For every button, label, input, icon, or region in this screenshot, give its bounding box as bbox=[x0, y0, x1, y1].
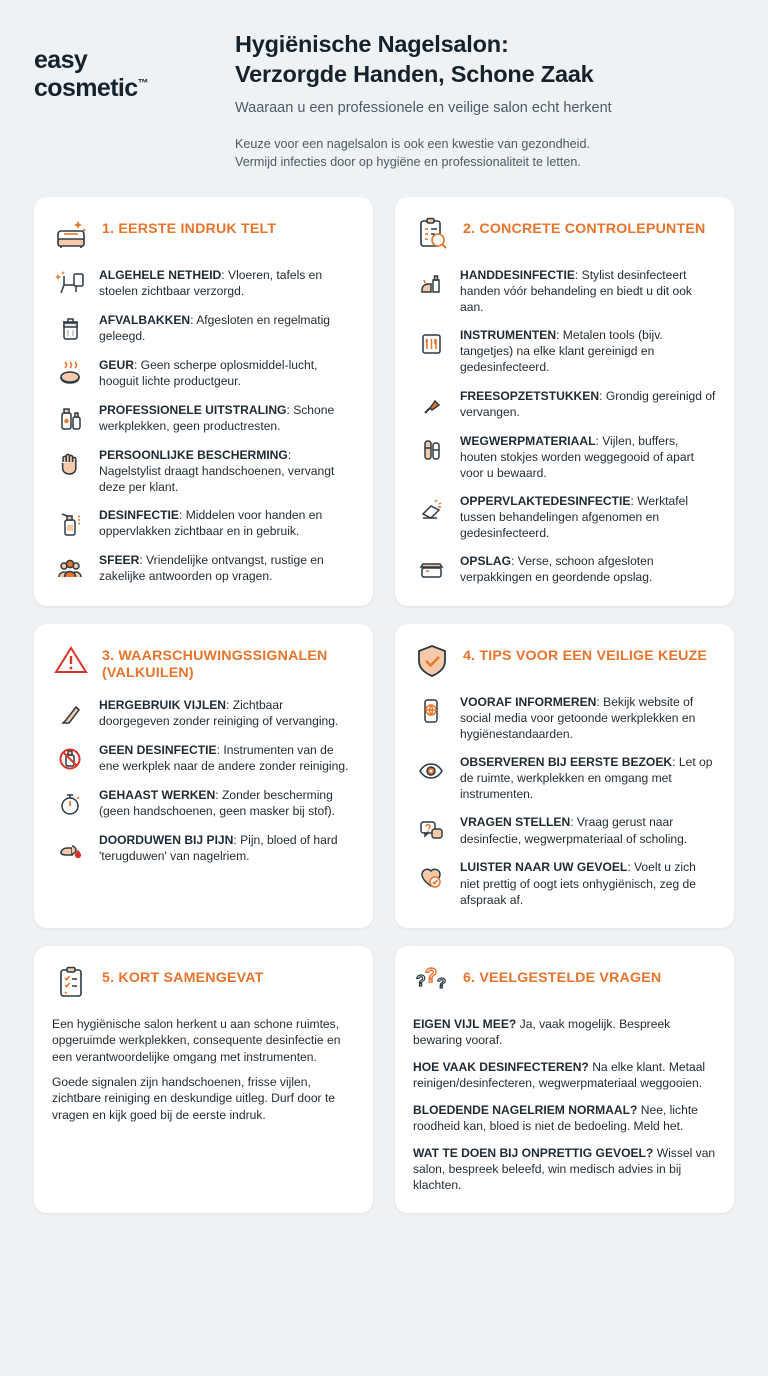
list-item-text bbox=[460, 754, 716, 802]
faq-question: HOE VAAK DESINFECTEREN? bbox=[413, 1059, 589, 1074]
pain-blood-drop-icon bbox=[52, 832, 88, 865]
list-item-body: : Metalen tools (bijv. tangetjes) na elke klant gereinigd en gedesinfecteerd. bbox=[460, 328, 663, 375]
no-disinfection-icon bbox=[52, 742, 88, 775]
list-item-lead: HANDDESINFECTIE bbox=[460, 268, 575, 283]
list-item bbox=[413, 694, 716, 742]
list-item-lead: OPSLAG bbox=[460, 553, 512, 568]
header-text-block bbox=[229, 30, 734, 171]
card-controlepunten bbox=[395, 197, 734, 606]
svg-text:?: ? bbox=[425, 964, 438, 987]
list-item-body: : Afgesloten en regelmatig geleegd. bbox=[99, 313, 330, 344]
card-header bbox=[52, 642, 355, 683]
list-item-lead: SFEER bbox=[99, 553, 140, 568]
card-title: 4. TIPS VOOR EEN VEILIGE KEUZE bbox=[463, 647, 708, 664]
tools-case-icon bbox=[413, 327, 449, 360]
card-title: 2. CONCRETE CONTROLEPUNTEN bbox=[463, 221, 706, 238]
card-items bbox=[413, 694, 716, 908]
question-marks-icon bbox=[413, 964, 451, 1002]
list-item bbox=[52, 697, 355, 730]
card-waarschuwingssignalen bbox=[34, 624, 373, 928]
card-title: 3. WAARSCHUWINGSSIGNALEN (VALKUILEN) bbox=[102, 647, 328, 682]
list-item-lead: HERGEBRUIK VIJLEN bbox=[99, 697, 227, 712]
spray-bottle-icon bbox=[52, 507, 88, 540]
list-item-text bbox=[99, 267, 355, 299]
summary-paragraph: Een hygiënische salon herkent u aan schone ruimtes, opgeruimde werkplekken, consequente desinfectie en een verantwoordelijke omgang met instrumenten. bbox=[52, 1016, 341, 1064]
faq-question: BLOEDENDE NAGELRIEM NORMAAL? bbox=[413, 1102, 638, 1117]
list-item-body: : Vijlen, buffers, houten stokjes worden weggegooid of apart voor u bewaard. bbox=[460, 433, 694, 480]
brand-line-2 bbox=[34, 74, 229, 102]
card-title: 5. KORT SAMENGEVAT bbox=[102, 969, 264, 986]
nail-file-icon bbox=[52, 697, 88, 730]
page-title bbox=[235, 30, 734, 90]
list-item-text bbox=[99, 507, 355, 539]
list-item-text bbox=[99, 312, 355, 344]
list-item-lead: DESINFECTIE bbox=[99, 508, 179, 523]
list-item bbox=[413, 859, 716, 907]
page-note-line-2: Vermijd infecties door op hygiëne en professionaliteit te letten. bbox=[235, 154, 581, 169]
faq-question: EIGEN VIJL MEE? bbox=[413, 1016, 517, 1031]
eye-observe-icon bbox=[413, 754, 449, 787]
card-tips bbox=[395, 624, 734, 928]
list-item-text bbox=[460, 388, 716, 420]
list-item-text bbox=[460, 814, 716, 846]
list-item-lead: INSTRUMENTEN bbox=[460, 328, 557, 343]
list-item-text bbox=[99, 447, 355, 495]
card-header bbox=[52, 964, 355, 1002]
list-item bbox=[52, 357, 355, 390]
card-items bbox=[52, 697, 355, 865]
list-item bbox=[52, 507, 355, 540]
list-item-body: : Vloeren, tafels en stoelen zichtbaar verzorgd. bbox=[99, 268, 323, 299]
list-item-text bbox=[460, 433, 716, 481]
list-item-body: : Schone werkplekken, geen productresten. bbox=[99, 403, 335, 434]
list-item-lead: GEEN DESINFECTIE bbox=[99, 742, 217, 757]
list-item-body: : Zonder bescherming (geen handschoenen, geen masker bij stof). bbox=[99, 787, 335, 818]
people-group-icon bbox=[52, 552, 88, 585]
list-item-body: : Zichtbaar doorgegeven zonder reiniging of vervanging. bbox=[99, 697, 339, 728]
list-item-lead: VRAGEN STELLEN bbox=[460, 815, 571, 830]
summary-paragraph: Goede signalen zijn handschoenen, frisse vijlen, zichtbare reiniging en deskundige uitleg. Durf door te vragen en kijk goed bij de eerste indruk. bbox=[52, 1074, 336, 1122]
card-kort-samengevat bbox=[34, 946, 373, 1214]
list-item-body: : Middelen voor handen en oppervlakken zichtbaar en in gebruik. bbox=[99, 508, 323, 539]
list-item bbox=[413, 327, 716, 375]
wipe-surface-icon bbox=[413, 493, 449, 526]
card-items bbox=[413, 267, 716, 586]
list-item-text bbox=[460, 267, 716, 315]
sofa-sparkle-icon bbox=[52, 215, 90, 253]
card-title: 1. EERSTE INDRUK TELT bbox=[102, 221, 277, 238]
list-item bbox=[413, 388, 716, 421]
list-item-lead: AFVALBAKKEN bbox=[99, 313, 191, 328]
faq-item bbox=[413, 1059, 716, 1091]
glove-icon bbox=[52, 447, 88, 480]
faq-item bbox=[413, 1102, 716, 1134]
list-item bbox=[52, 742, 355, 775]
list-item-body: : Vraag gerust naar desinfectie, wegwerpmateriaal of scholing. bbox=[460, 815, 688, 846]
brand-line-1: easy bbox=[34, 46, 88, 74]
header bbox=[0, 0, 768, 171]
list-item bbox=[52, 787, 355, 820]
card-items bbox=[52, 267, 355, 585]
list-item-text bbox=[99, 832, 355, 864]
page-note bbox=[235, 135, 734, 172]
nail-drill-bit-icon bbox=[413, 388, 449, 421]
heart-check-icon bbox=[413, 859, 449, 892]
list-item bbox=[52, 267, 355, 300]
clipboard-magnifier-icon bbox=[413, 215, 451, 253]
bottles-icon bbox=[52, 402, 88, 435]
card-eerste-indruk bbox=[34, 197, 373, 606]
faq-answer: Na elke klant. Metaal reinigen/desinfecteren, wegwerpmateriaal weggooien. bbox=[413, 1059, 706, 1090]
list-item-text bbox=[99, 402, 355, 434]
list-item-lead: PERSOONLIJKE BESCHERMING bbox=[99, 448, 288, 463]
svg-text:?: ? bbox=[416, 972, 426, 990]
faq-answer: Nee, lichte roodheid kan, bloed is niet de bedoeling. Meld het. bbox=[413, 1102, 698, 1134]
faq-item bbox=[413, 1145, 716, 1193]
list-item-body: : Let op de ruimte, werkplekken en omgang met instrumenten. bbox=[460, 755, 713, 802]
brand-logo bbox=[34, 30, 229, 102]
list-item-body: : Stylist desinfecteert handen vóór behandeling en biedt u dit ook aan. bbox=[460, 268, 692, 315]
cards-grid bbox=[34, 197, 734, 1213]
hand-sanitizer-icon bbox=[413, 267, 449, 300]
list-item bbox=[52, 312, 355, 345]
card-header bbox=[52, 215, 355, 253]
smartphone-web-icon bbox=[413, 694, 449, 727]
list-item-body: : Instrumenten van de ene werkplek naar de andere zonder reiniging. bbox=[99, 742, 349, 773]
faq-list bbox=[413, 1016, 716, 1194]
list-item-body: : Pijn, bloed of hard 'terugduwen' van nagelriem. bbox=[99, 832, 338, 863]
faq-item bbox=[413, 1016, 716, 1048]
list-item-lead: DOORDUWEN BIJ PIJN bbox=[99, 832, 234, 847]
list-item bbox=[413, 814, 716, 847]
list-item-text bbox=[460, 859, 716, 907]
page-title-line-1: Hygiënische Nagelsalon: bbox=[235, 31, 509, 57]
list-item-body: : Grondig gereinigd of vervangen. bbox=[460, 388, 716, 419]
list-item-lead: ALGEHELE NETHEID bbox=[99, 268, 222, 283]
list-item-lead: OBSERVEREN BIJ EERSTE BEZOEK bbox=[460, 755, 673, 770]
warning-triangle-icon bbox=[52, 642, 90, 680]
list-item-lead: GEHAAST WERKEN bbox=[99, 787, 216, 802]
list-item-text bbox=[99, 697, 355, 729]
list-item-lead: FREESOPZETSTUKKEN bbox=[460, 388, 600, 403]
card-header bbox=[413, 964, 716, 1002]
list-item-text bbox=[99, 357, 355, 389]
stopwatch-icon bbox=[52, 787, 88, 820]
list-item bbox=[413, 267, 716, 315]
list-item-body: : Werktafel tussen behandelingen afgenomen en gedesinfecteerd. bbox=[460, 493, 689, 540]
svg-text:?: ? bbox=[437, 974, 447, 992]
list-item bbox=[52, 552, 355, 585]
card-header bbox=[413, 215, 716, 253]
storage-box-icon bbox=[413, 553, 449, 586]
list-item bbox=[52, 447, 355, 495]
shield-check-icon bbox=[413, 642, 451, 680]
chair-sparkle-icon bbox=[52, 267, 88, 300]
faq-answer: Ja, vaak mogelijk. Bespreek bewaring vooraf. bbox=[413, 1016, 671, 1047]
page-note-line-1: Keuze voor een nagelsalon is ook een kwestie van gezondheid. bbox=[235, 136, 590, 151]
trademark-symbol: ™ bbox=[137, 77, 148, 90]
brand-name: cosmetic bbox=[34, 74, 138, 102]
faq-question: WAT TE DOEN BIJ ONPRETTIG GEVOEL? bbox=[413, 1146, 654, 1161]
checklist-clipboard-icon bbox=[52, 964, 90, 1002]
list-item-text bbox=[460, 694, 716, 742]
list-item-text bbox=[460, 327, 716, 375]
list-item bbox=[413, 493, 716, 541]
faq-answer: Wissel van salon, bespreek beleefd, win medisch advies in bij klachten. bbox=[413, 1146, 716, 1193]
question-chat-icon bbox=[413, 814, 449, 847]
list-item-body: : Bekijk website of social media voor getoonde werkplekken en hygiënestandaarden. bbox=[460, 694, 696, 742]
page-title-line-2: Verzorgde Handen, Schone Zaak bbox=[235, 60, 594, 87]
list-item-lead: VOORAF INFORMEREN bbox=[460, 694, 597, 709]
list-item bbox=[413, 553, 716, 586]
list-item bbox=[52, 402, 355, 435]
list-item-text bbox=[99, 742, 355, 774]
list-item-text bbox=[99, 787, 355, 819]
list-item-lead: WEGWERPMATERIAAL bbox=[460, 433, 596, 448]
list-item-lead: GEUR bbox=[99, 358, 134, 373]
card-veelgestelde-vragen bbox=[395, 946, 734, 1214]
list-item-text bbox=[99, 552, 355, 584]
list-item bbox=[413, 754, 716, 802]
list-item-text bbox=[460, 553, 716, 585]
list-item-lead: PROFESSIONELE UITSTRALING bbox=[99, 403, 287, 418]
list-item-body: : Vriendelijke ontvangst, rustige en zakelijke antwoorden op vragen. bbox=[99, 553, 324, 584]
list-item-body: : Voelt u zich niet prettig of oogt iets onhygiënisch, zeg de afspraak af. bbox=[460, 860, 696, 907]
list-item-body: : Verse, schoon afgesloten verpakkingen en geordende opslag. bbox=[460, 553, 654, 585]
list-item bbox=[413, 433, 716, 481]
list-item-lead: LUISTER NAAR UW GEVOEL bbox=[460, 860, 628, 875]
trash-bin-icon bbox=[52, 312, 88, 345]
card-title: 6. VEELGESTELDE VRAGEN bbox=[463, 969, 662, 986]
list-item-text bbox=[460, 493, 716, 541]
list-item-body: : Nagelstylist draagt handschoenen, vervangt deze per klant. bbox=[99, 448, 335, 495]
list-item bbox=[52, 832, 355, 865]
card-header bbox=[413, 642, 716, 680]
nail-file-buffer-icon bbox=[413, 433, 449, 466]
smell-waves-icon bbox=[52, 357, 88, 390]
list-item-body: : Geen scherpe oplosmiddel-lucht, hooguit lichte productgeur. bbox=[99, 358, 318, 389]
page-subtitle: Waaraan u een professionele en veilige salon echt herkent bbox=[235, 99, 612, 116]
list-item-lead: OPPERVLAKTEDESINFECTIE bbox=[460, 493, 631, 508]
